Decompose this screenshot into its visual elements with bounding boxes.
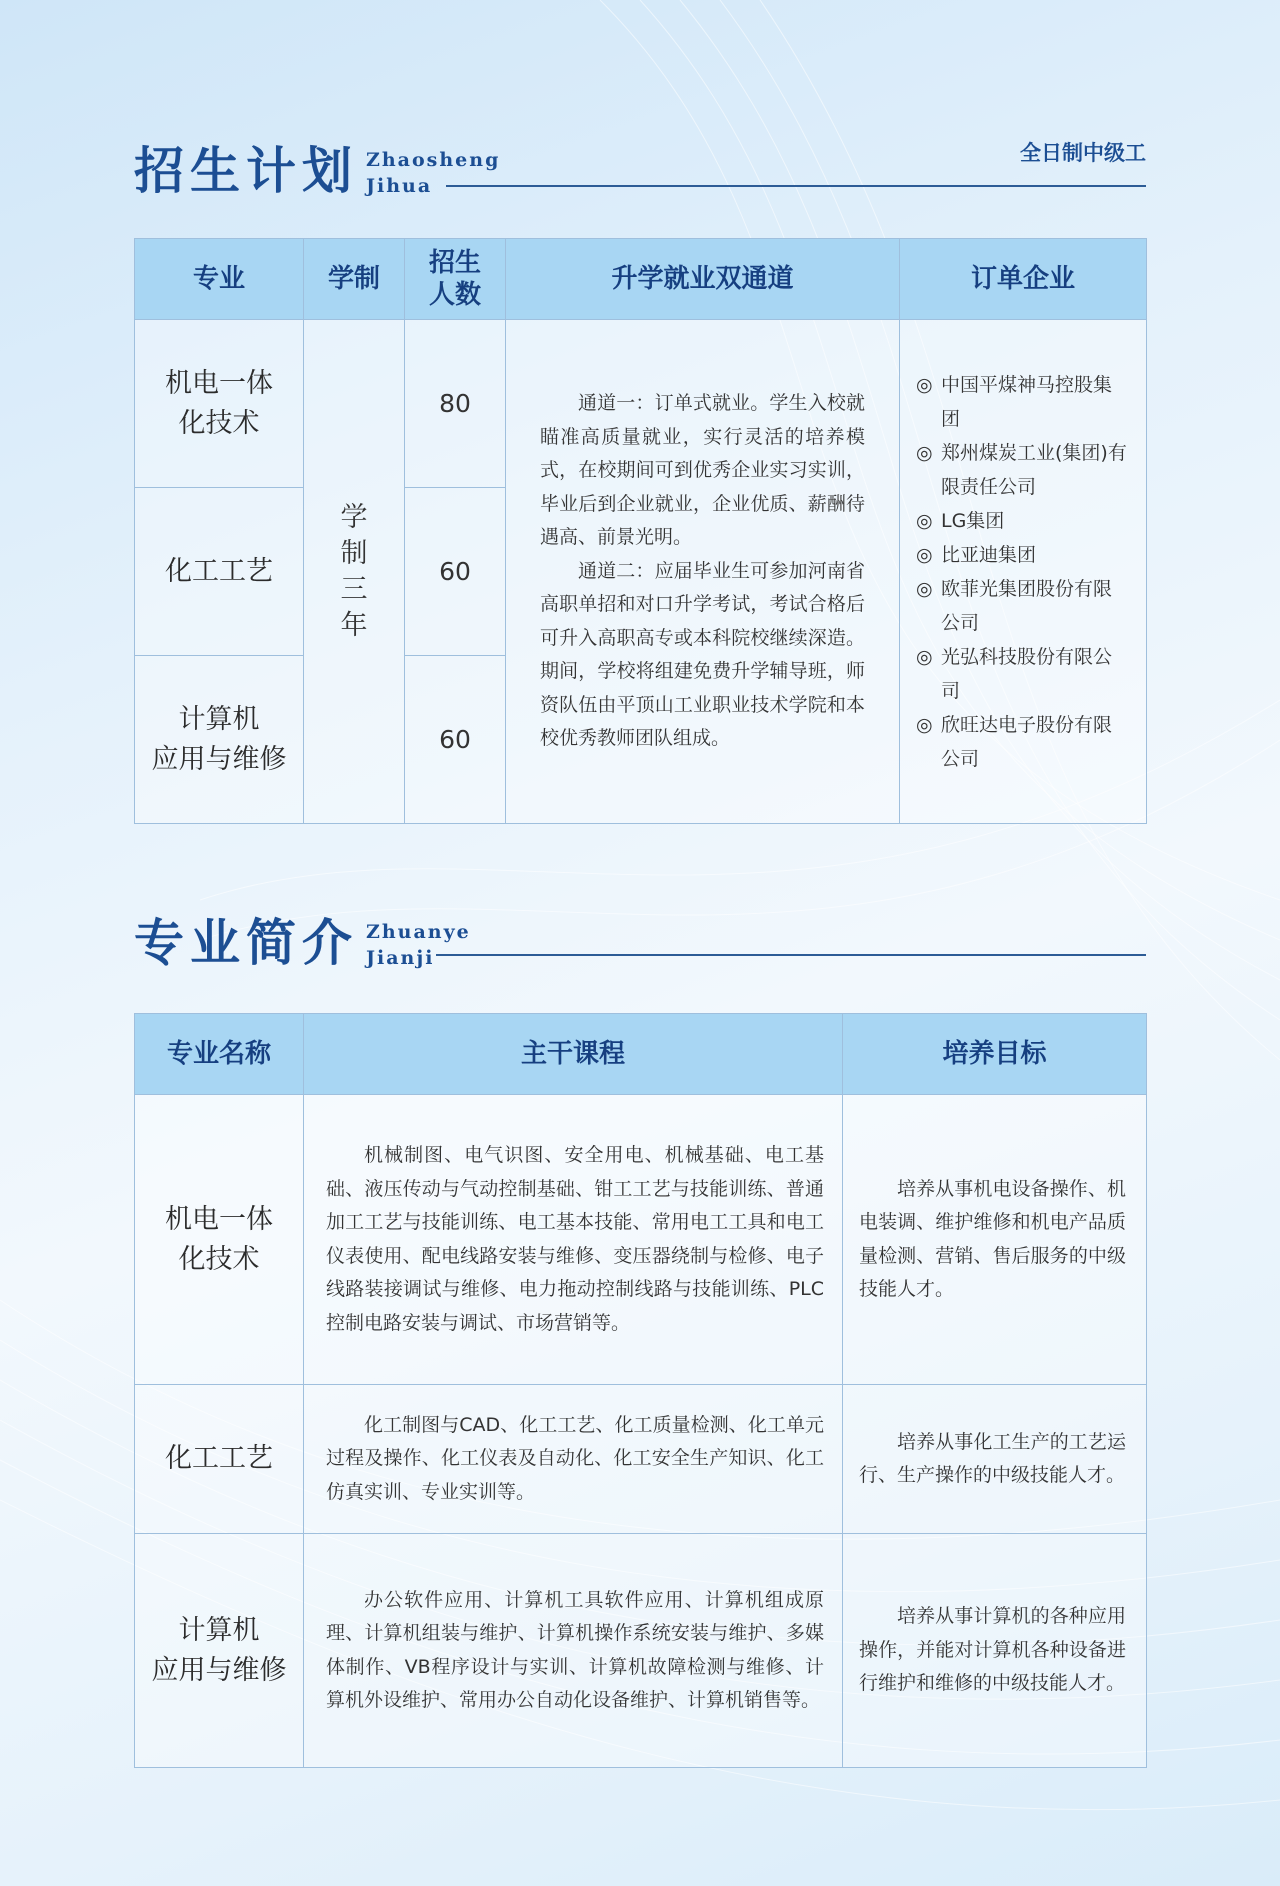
enroll-count: 60	[405, 656, 506, 824]
goal-cell	[843, 1385, 1147, 1534]
major-name-line2: 化技术	[178, 1243, 260, 1275]
courses-cell	[304, 1534, 843, 1768]
circle-bullet-icon: ◎	[916, 373, 933, 396]
section-header-intro	[134, 908, 1146, 978]
header-enroll	[405, 239, 506, 320]
courses-text: 机械制图、电气识图、安全用电、机械基础、电工基础、液压传动与气动控制基础、钳工工艺与技能训练、普通加工工艺与技能训练、电工基本技能、常用电工工具和电工仪表使用、配电线路安装与维修、变压器绕制与检修、电子线路装接调试与维修、电力拖动控制线路与技能训练、PLC控制电路安装与调试、市场营销等。	[326, 1144, 824, 1334]
section-header-plan	[134, 136, 1146, 206]
header-companies: 订单企业	[900, 239, 1147, 320]
major-name-line1: 计算机	[178, 1614, 260, 1646]
circle-bullet-icon: ◎	[916, 645, 933, 668]
company-item	[916, 504, 1128, 538]
circle-bullet-icon: ◎	[916, 713, 933, 736]
duration-char: 三	[340, 573, 368, 605]
duration-cell	[304, 320, 405, 824]
major-name-line1: 化工工艺	[165, 1443, 273, 1474]
section-pinyin-intro-1: Zhuanye	[366, 921, 471, 943]
company-item	[916, 708, 1128, 776]
plan-table	[134, 238, 1147, 824]
company-name: 光弘科技股份有限公司	[941, 645, 1113, 702]
major-cell	[135, 488, 304, 656]
table-row	[135, 1095, 1147, 1385]
header-major-name: 专业名称	[135, 1014, 304, 1095]
goal-cell	[843, 1095, 1147, 1385]
companies-cell	[900, 320, 1147, 824]
header-major: 专业	[135, 239, 304, 320]
courses-cell	[304, 1385, 843, 1534]
major-name-line1: 机电一体	[165, 367, 273, 399]
section-divider-plan	[446, 185, 1146, 187]
company-item	[916, 640, 1128, 708]
company-item	[916, 436, 1128, 504]
header-channel: 升学就业双通道	[506, 239, 900, 320]
circle-bullet-icon: ◎	[916, 441, 933, 464]
major-name-line2: 应用与维修	[151, 1654, 287, 1686]
goal-text: 培养从事机电设备操作、机电装调、维护维修和机电产品质量检测、营销、售后服务的中级技能人才。	[859, 1177, 1126, 1300]
section-pinyin-plan-1: Zhaosheng	[366, 149, 501, 171]
goal-cell	[843, 1534, 1147, 1768]
major-cell	[135, 320, 304, 488]
circle-bullet-icon: ◎	[916, 509, 933, 532]
enroll-count: 60	[405, 488, 506, 656]
header-duration: 学制	[304, 239, 405, 320]
table-row	[135, 1385, 1147, 1534]
duration-char: 制	[340, 537, 368, 569]
intro-table-header-row	[135, 1014, 1147, 1095]
major-name-line2: 化技术	[178, 407, 260, 439]
channel-paragraph-2: 通道二：应届毕业生可参加河南省高职单招和对口升学考试，考试合格后可升入高职高专或本科院校继续深造。期间，学校将组建免费升学辅导班，师资队伍由平顶山工业职业技术学院和本校优秀教师团队组成。	[540, 559, 865, 750]
company-item	[916, 368, 1128, 436]
major-cell	[135, 1385, 304, 1534]
channel-cell	[506, 320, 900, 824]
section-title-plan: 招生计划	[134, 141, 358, 200]
section-tag-fulltime: 全日制中级工	[1020, 141, 1146, 165]
company-name: 比亚迪集团	[941, 543, 1037, 566]
company-item	[916, 538, 1128, 572]
company-name: 郑州煤炭工业(集团)有限责任公司	[941, 441, 1127, 498]
courses-text: 办公软件应用、计算机工具软件应用、计算机组成原理、计算机组装与维护、计算机操作系统安装与维护、多媒体制作、VB程序设计与实训、计算机故障检测与维修、计算机外设维护、常用办公自动化设备维护、计算机销售等。	[326, 1588, 824, 1711]
company-name: 欧菲光集团股份有限公司	[941, 577, 1113, 634]
header-enroll-line2: 人数	[428, 280, 481, 310]
goal-text: 培养从事化工生产的工艺运行、生产操作的中级技能人才。	[859, 1430, 1126, 1486]
courses-cell	[304, 1095, 843, 1385]
channel-paragraph-1: 通道一：订单式就业。学生入校就瞄准高质量就业，实行灵活的培养模式，在校期间可到优秀企业实习实训，毕业后到企业就业，企业优质、薪酬待遇高、前景光明。	[540, 392, 865, 549]
duration-char: 学	[340, 501, 368, 533]
major-cell	[135, 1095, 304, 1385]
header-goal: 培养目标	[843, 1014, 1147, 1095]
company-name: LG集团	[941, 509, 1005, 532]
goal-text: 培养从事计算机的各种应用操作，并能对计算机各种设备进行维护和维修的中级技能人才。	[859, 1605, 1126, 1695]
company-name: 中国平煤神马控股集团	[941, 373, 1113, 430]
intro-table	[134, 1013, 1147, 1768]
major-name-line1: 计算机	[178, 703, 260, 735]
section-pinyin-intro-2: Jianji	[366, 947, 435, 969]
company-item	[916, 572, 1128, 640]
enroll-count: 80	[405, 320, 506, 488]
major-name-line1: 机电一体	[165, 1203, 273, 1235]
circle-bullet-icon: ◎	[916, 543, 933, 566]
circle-bullet-icon: ◎	[916, 577, 933, 600]
table-row	[135, 320, 1147, 488]
section-title-intro: 专业简介	[134, 913, 358, 972]
section-pinyin-plan-2: Jihua	[366, 175, 433, 197]
header-courses: 主干课程	[304, 1014, 843, 1095]
major-cell	[135, 1534, 304, 1768]
major-name-line1: 化工工艺	[165, 555, 273, 587]
plan-table-header-row	[135, 239, 1147, 320]
major-name-line2: 应用与维修	[151, 743, 287, 775]
major-cell	[135, 656, 304, 824]
header-enroll-line1: 招生	[428, 248, 481, 278]
company-name: 欣旺达电子股份有限公司	[941, 713, 1113, 770]
table-row	[135, 1534, 1147, 1768]
section-divider-intro	[436, 954, 1146, 956]
courses-text: 化工制图与CAD、化工工艺、化工质量检测、化工单元过程及操作、化工仪表及自动化、化工安全生产知识、化工仿真实训、专业实训等。	[326, 1413, 824, 1503]
duration-char: 年	[340, 609, 368, 641]
